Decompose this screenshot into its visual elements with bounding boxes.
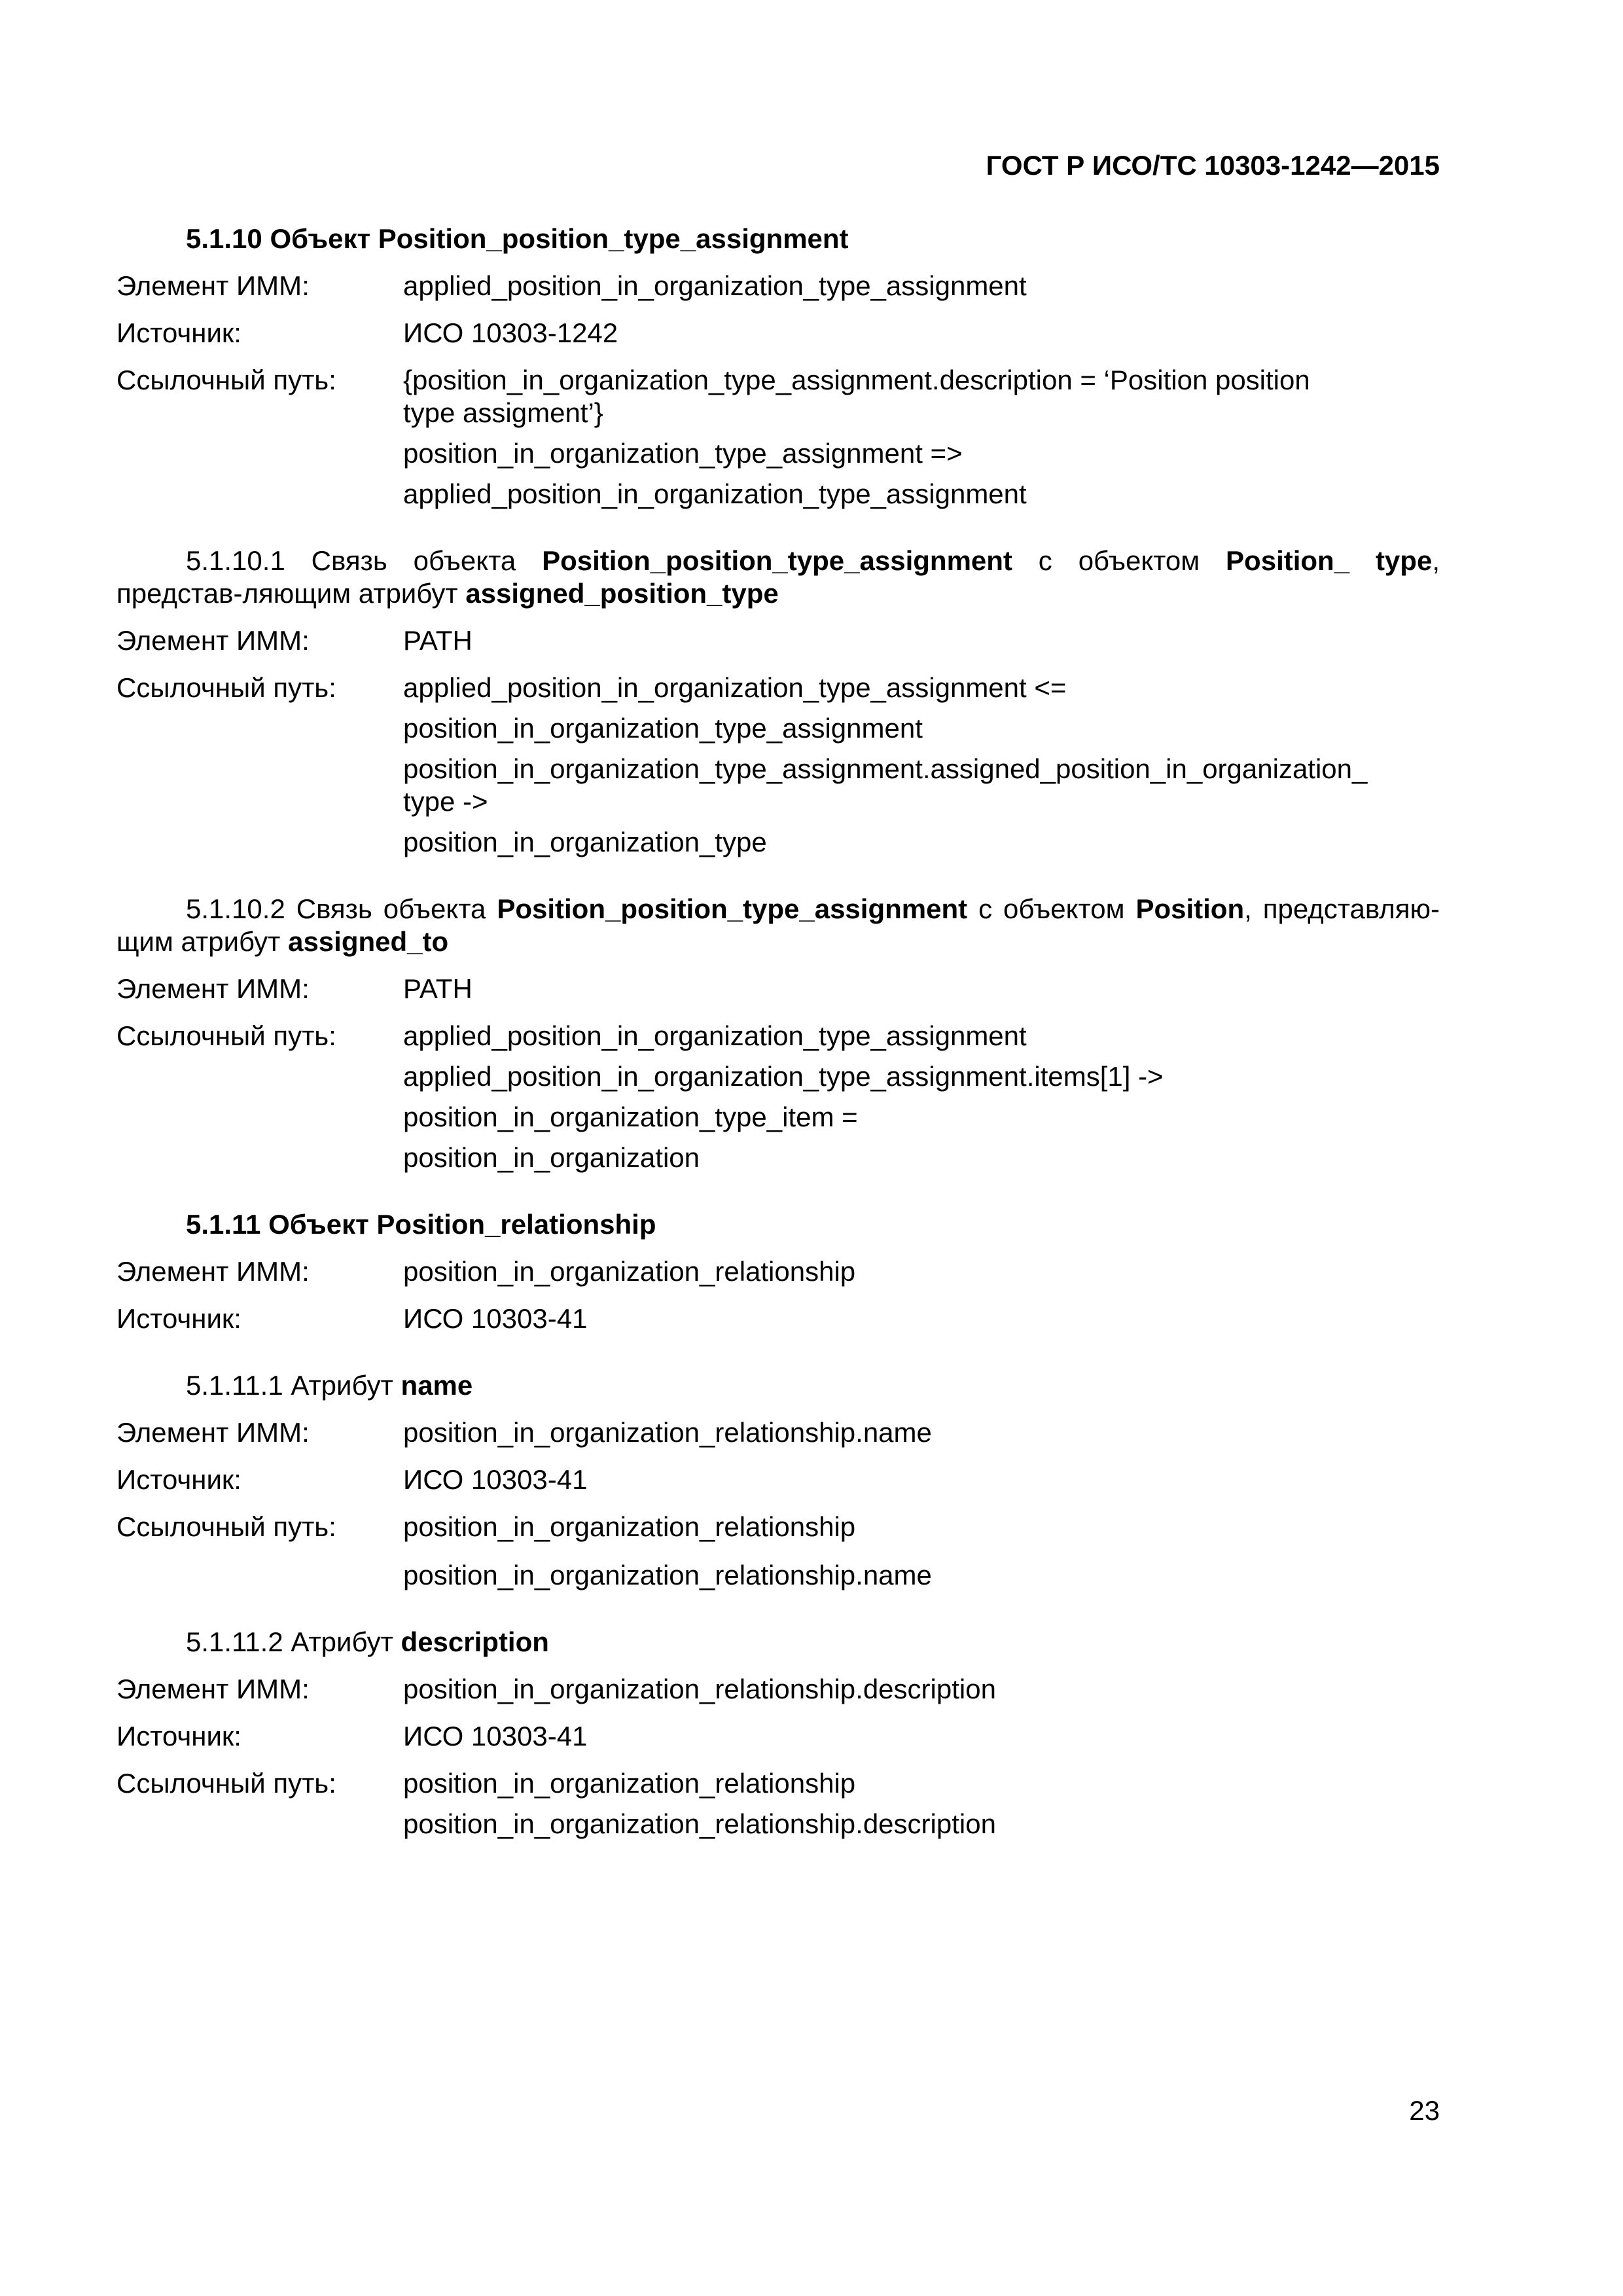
label-ref-path: Ссылочный путь: <box>116 1768 336 1799</box>
label-ref-path: Ссылочный путь: <box>116 365 336 395</box>
path-line: position_in_organization_relationship.description <box>403 1808 996 1839</box>
row-source <box>116 1302 1440 1335</box>
row-element <box>116 624 1440 657</box>
label-source: Источник: <box>116 1464 241 1495</box>
row-element <box>116 1416 1440 1449</box>
path-line: position_in_organization_relationship <box>403 1511 856 1542</box>
label-element: Элемент ИММ: <box>116 270 310 301</box>
page-number: 23 <box>1409 2095 1440 2126</box>
value-element: position_in_organization_relationship.name <box>403 1417 932 1448</box>
row-ref-path <box>116 672 1440 859</box>
subsection-5-1-10-2: 5.1.10.2 Связь объекта Position_position_type_assignment с объектом Position, представляю-щим атрибут assigned_to <box>116 893 1440 957</box>
value-element: PATH <box>403 973 473 1004</box>
value-ref-path <box>403 1767 1440 1840</box>
section-heading-5-1-10: 5.1.10 Объект Position_position_type_assignment <box>186 223 849 254</box>
row-element <box>116 1255 1440 1288</box>
value-ref-path <box>403 364 1440 511</box>
document-header: ГОСТ Р ИСО/ТС 10303-1242—2015 <box>986 150 1440 181</box>
label-element: Элемент ИММ: <box>116 1674 310 1704</box>
value-source: ИСО 10303-1242 <box>403 317 618 348</box>
label-element: Элемент ИММ: <box>116 1256 310 1287</box>
path-line: position_in_organization_type_assignment.assigned_position_in_organization_ type -> <box>403 753 1368 817</box>
value-ref-path <box>403 672 1452 859</box>
label-element: Элемент ИММ: <box>116 1417 310 1448</box>
path-line: {position_in_organization_type_assignment.description = ‘Position position type assigment’} <box>403 365 1310 428</box>
path-line: position_in_organization <box>403 1142 700 1173</box>
label-source: Источник: <box>116 317 241 348</box>
path-line: position_in_organization_type <box>403 827 767 857</box>
row-source <box>116 1720 1440 1753</box>
label-element: Элемент ИММ: <box>116 625 310 656</box>
label-ref-path: Ссылочный путь: <box>116 672 336 703</box>
path-line: position_in_organization_type_item = <box>403 1102 858 1132</box>
row-element <box>116 1673 1440 1706</box>
label-ref-path: Ссылочный путь: <box>116 1511 336 1542</box>
label-source: Источник: <box>116 1721 241 1751</box>
subsection-5-1-10-1: 5.1.10.1 Связь объекта Position_position_type_assignment с объектом Position_ type, представ-ляющим атрибут assigned_position_type <box>116 545 1440 609</box>
path-line: applied_position_in_organization_type_assignment <= <box>403 672 1067 703</box>
row-source <box>116 1463 1440 1496</box>
value-element: PATH <box>403 625 473 656</box>
row-ref-path <box>116 1767 1440 1840</box>
value-element: position_in_organization_relationship.description <box>403 1674 996 1704</box>
path-line: position_in_organization_type_assignment <box>403 713 923 744</box>
row-ref-path <box>116 364 1440 511</box>
value-source: ИСО 10303-41 <box>403 1721 588 1751</box>
label-element: Элемент ИММ: <box>116 973 310 1004</box>
path-line: position_in_organization_relationship.name <box>403 1560 932 1590</box>
value-ref-path <box>403 1020 1440 1174</box>
path-line: applied_position_in_organization_type_assignment <box>403 478 1027 509</box>
row-ref-path <box>116 1020 1440 1174</box>
label-source: Источник: <box>116 1303 241 1334</box>
value-ref-path <box>403 1511 1440 1592</box>
value-element: applied_position_in_organization_type_assignment <box>403 270 1027 301</box>
value-source: ИСО 10303-41 <box>403 1464 588 1495</box>
value-element: position_in_organization_relationship <box>403 1256 856 1287</box>
row-ref-path <box>116 1511 1440 1592</box>
value-source: ИСО 10303-41 <box>403 1303 588 1334</box>
document-body <box>116 223 1440 1840</box>
path-line: position_in_organization_type_assignment => <box>403 438 963 469</box>
subsection-5-1-11-1: 5.1.11.1 Атрибут name <box>186 1370 473 1401</box>
row-source <box>116 317 1440 350</box>
label-ref-path: Ссылочный путь: <box>116 1020 336 1051</box>
path-line: applied_position_in_organization_type_assignment <box>403 1020 1027 1051</box>
path-line: position_in_organization_relationship <box>403 1768 856 1799</box>
section-heading-5-1-11: 5.1.11 Объект Position_relationship <box>186 1209 656 1240</box>
row-element <box>116 270 1440 302</box>
row-element <box>116 973 1440 1005</box>
path-line: applied_position_in_organization_type_assignment.items[1] -> <box>403 1061 1164 1092</box>
subsection-5-1-11-2: 5.1.11.2 Атрибут description <box>186 1626 549 1657</box>
